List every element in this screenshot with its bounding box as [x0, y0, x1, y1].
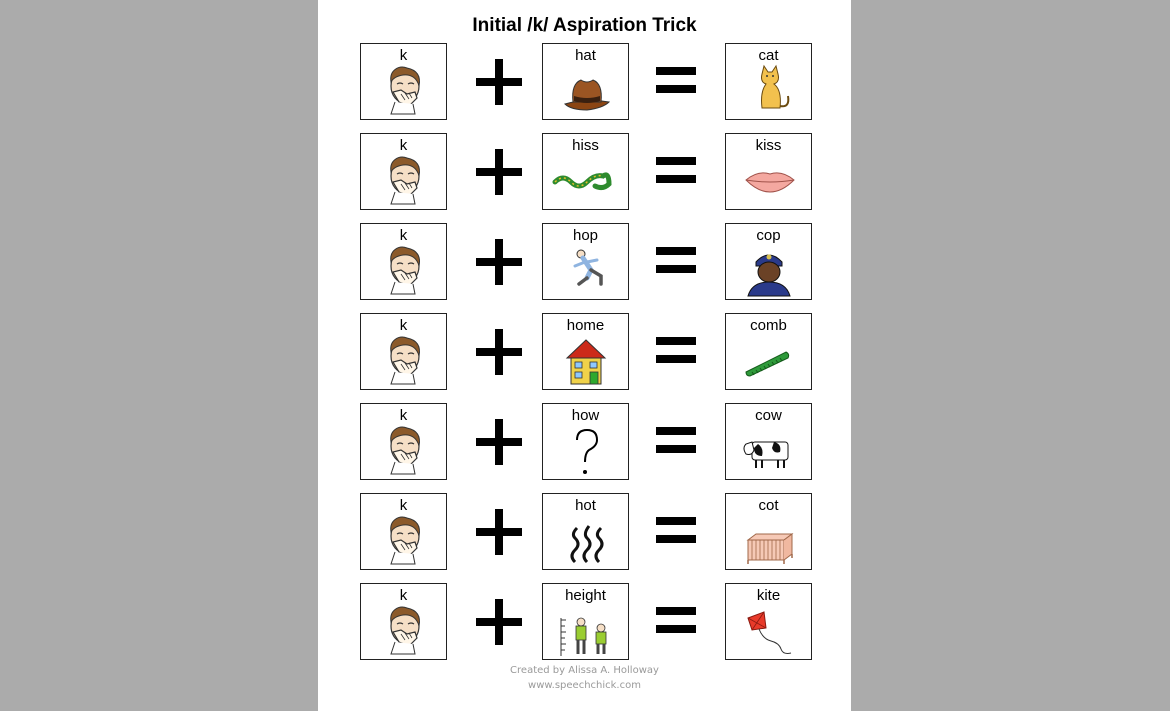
card-label: kite	[756, 587, 781, 604]
page-title: Initial /k/ Aspiration Trick	[472, 15, 697, 36]
worksheet-page	[318, 0, 851, 711]
plus-sign	[476, 509, 522, 555]
equals-sign	[656, 335, 696, 365]
result-card	[725, 403, 812, 480]
equation-row	[318, 313, 851, 393]
card-label: home	[566, 317, 605, 334]
card-label: cot	[758, 497, 779, 514]
plus-sign	[476, 599, 522, 645]
card-label: k	[399, 47, 408, 64]
k-card	[360, 583, 447, 660]
equals-sign	[656, 425, 696, 455]
word-card	[542, 223, 629, 300]
equation-row	[318, 403, 851, 483]
plus-sign	[476, 59, 522, 105]
result-card	[725, 583, 812, 660]
k-card	[360, 313, 447, 390]
credit-author: Created by Alissa A. Holloway	[510, 665, 659, 676]
result-card	[725, 493, 812, 570]
card-label: comb	[750, 317, 787, 334]
k-card	[360, 403, 447, 480]
card-label: cow	[755, 407, 782, 424]
card-label: k	[399, 137, 408, 154]
result-card	[725, 313, 812, 390]
word-card	[542, 493, 629, 570]
word-card	[542, 43, 629, 120]
result-card	[725, 133, 812, 210]
card-label: k	[399, 497, 408, 514]
credit-website: www.speechchick.com	[528, 680, 641, 691]
k-card	[360, 133, 447, 210]
equals-sign	[656, 515, 696, 545]
card-label: how	[571, 407, 600, 424]
plus-sign	[476, 329, 522, 375]
equation-row	[318, 223, 851, 303]
equation-row	[318, 583, 851, 663]
card-label: cat	[758, 47, 779, 64]
equation-row	[318, 133, 851, 213]
equals-sign	[656, 245, 696, 275]
word-card	[542, 313, 629, 390]
result-card	[725, 43, 812, 120]
card-label: hiss	[572, 137, 599, 154]
plus-sign	[476, 419, 522, 465]
card-label: k	[399, 317, 408, 334]
card-label: height	[565, 587, 606, 604]
card-label: k	[399, 227, 408, 244]
k-card	[360, 43, 447, 120]
card-label: hop	[572, 227, 599, 244]
equation-row	[318, 493, 851, 573]
card-label: hat	[575, 47, 596, 64]
k-card	[360, 223, 447, 300]
word-card	[542, 583, 629, 660]
result-card	[725, 223, 812, 300]
card-label: hot	[575, 497, 596, 514]
equation-row	[318, 43, 851, 123]
card-label: kiss	[755, 137, 782, 154]
plus-sign	[476, 149, 522, 195]
word-card	[542, 403, 629, 480]
k-card	[360, 493, 447, 570]
plus-sign	[476, 239, 522, 285]
card-label: k	[399, 587, 408, 604]
equals-sign	[656, 155, 696, 185]
word-card	[542, 133, 629, 210]
card-label: k	[399, 407, 408, 424]
card-label: cop	[756, 227, 781, 244]
equals-sign	[656, 65, 696, 95]
equals-sign	[656, 605, 696, 635]
